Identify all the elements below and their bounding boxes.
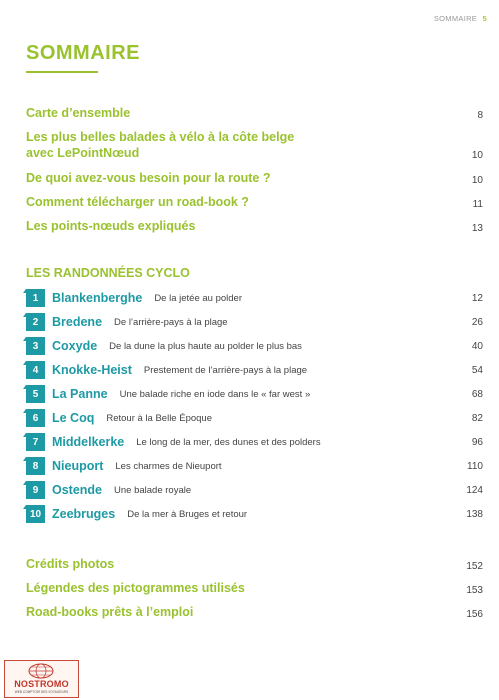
- toc-entry-legendes[interactable]: [26, 580, 483, 596]
- toc-entry-telecharger[interactable]: [26, 194, 483, 210]
- route-page: 68: [471, 388, 483, 400]
- toc-label: Comment télécharger un road-book ?: [26, 195, 249, 209]
- route-number-badge: 5: [26, 385, 45, 403]
- section-title: LES RANDONNÉES CYCLO: [26, 266, 190, 280]
- route-description: De l’arrière-pays à la plage: [114, 316, 228, 328]
- toc-page: 11: [472, 199, 483, 210]
- route-number-badge: 7: [26, 433, 45, 451]
- route-number-badge: 3: [26, 337, 45, 355]
- route-row-2[interactable]: [26, 311, 483, 333]
- route-row-5[interactable]: [26, 383, 483, 405]
- route-name: La Panne: [52, 387, 108, 401]
- route-page: 96: [471, 436, 483, 448]
- route-description: Le long de la mer, des dunes et des polders: [136, 436, 321, 448]
- toc-label-line1: Les plus belles balades à vélo à la côte belge: [26, 130, 295, 144]
- toc-entry-road-books[interactable]: [26, 604, 483, 620]
- route-row-8[interactable]: [26, 455, 483, 477]
- toc-page: 152: [466, 561, 483, 572]
- route-page: 40: [471, 340, 483, 352]
- route-number-badge: 8: [26, 457, 45, 475]
- route-name: Nieuport: [52, 459, 104, 473]
- route-page: 110: [467, 460, 483, 472]
- route-description: Les charmes de Nieuport: [115, 460, 222, 472]
- page-title: SOMMAIRE: [26, 42, 140, 64]
- toc-entry-carte[interactable]: [26, 105, 483, 121]
- route-page: 12: [471, 292, 483, 304]
- toc-page: 156: [466, 609, 483, 620]
- toc-entry-points-noeuds[interactable]: [26, 218, 483, 234]
- page-header: [434, 14, 487, 23]
- toc-label: Légendes des pictogrammes utilisés: [26, 581, 245, 595]
- logo-tagline: WEB COMPTOIR DES VOYAGEURS: [14, 690, 69, 694]
- toc-entry-credits[interactable]: [26, 556, 483, 572]
- logo-name: NOSTROMO: [14, 679, 69, 689]
- toc-label-line2: avec LePointNœud: [26, 146, 140, 160]
- toc-page: 13: [471, 223, 483, 234]
- route-page: 54: [471, 364, 483, 376]
- route-description: De la dune la plus haute au polder le plus bas: [109, 340, 302, 352]
- toc-label: Les points-nœuds expliqués: [26, 219, 196, 233]
- toc-label: De quoi avez-vous besoin pour la route ?: [26, 171, 271, 185]
- route-number-badge: 9: [26, 481, 45, 499]
- route-row-7[interactable]: [26, 431, 483, 453]
- route-description: Une balade royale: [114, 484, 192, 496]
- route-name: Le Coq: [52, 411, 95, 425]
- route-number-badge: 1: [26, 289, 45, 307]
- toc-label: Crédits photos: [26, 557, 115, 571]
- toc-page: 10: [471, 150, 483, 161]
- toc-page: 153: [466, 585, 483, 596]
- route-name: Coxyde: [52, 339, 98, 353]
- route-number-badge: 2: [26, 313, 45, 331]
- toc-page: 8: [477, 110, 483, 121]
- route-page: 26: [471, 316, 483, 328]
- route-row-6[interactable]: [26, 407, 483, 429]
- route-description: De la mer à Bruges et retour: [127, 508, 248, 520]
- nostromo-logo: [4, 660, 79, 698]
- route-name: Zeebruges: [52, 507, 116, 521]
- route-number-badge: 4: [26, 361, 45, 379]
- toc-label: Carte d’ensemble: [26, 106, 131, 120]
- route-row-4[interactable]: [26, 359, 483, 381]
- globe-icon: [27, 662, 55, 679]
- toc-entry-balades[interactable]: [26, 129, 483, 161]
- header-page-number: 5: [482, 14, 487, 23]
- title-underline: [26, 71, 98, 73]
- route-page: 138: [466, 508, 483, 520]
- route-row-3[interactable]: [26, 335, 483, 357]
- route-page: 82: [471, 412, 483, 424]
- route-row-10[interactable]: [26, 503, 483, 525]
- route-number-badge: 10: [26, 505, 45, 523]
- route-name: Bredene: [52, 315, 103, 329]
- route-row-9[interactable]: [26, 479, 483, 501]
- toc-label: [26, 129, 294, 161]
- toc-page: 10: [471, 175, 483, 186]
- route-name: Blankenberghe: [52, 291, 143, 305]
- route-name: Middelkerke: [52, 435, 125, 449]
- route-row-1[interactable]: [26, 287, 483, 309]
- route-number-badge: 6: [26, 409, 45, 427]
- toc-label: Road-books prêts à l’emploi: [26, 605, 194, 619]
- route-description: Prestement de l’arrière-pays à la plage: [143, 364, 308, 376]
- route-description: De la jetée au polder: [154, 292, 242, 304]
- route-description: Retour à la Belle Époque: [106, 412, 212, 424]
- route-description: Une balade riche en iode dans le « far west »: [119, 388, 311, 400]
- route-name: Ostende: [52, 483, 103, 497]
- route-page: 124: [466, 484, 483, 496]
- toc-entry-besoin[interactable]: [26, 170, 483, 186]
- header-section: SOMMAIRE: [433, 14, 478, 23]
- route-name: Knokke-Heist: [52, 363, 132, 377]
